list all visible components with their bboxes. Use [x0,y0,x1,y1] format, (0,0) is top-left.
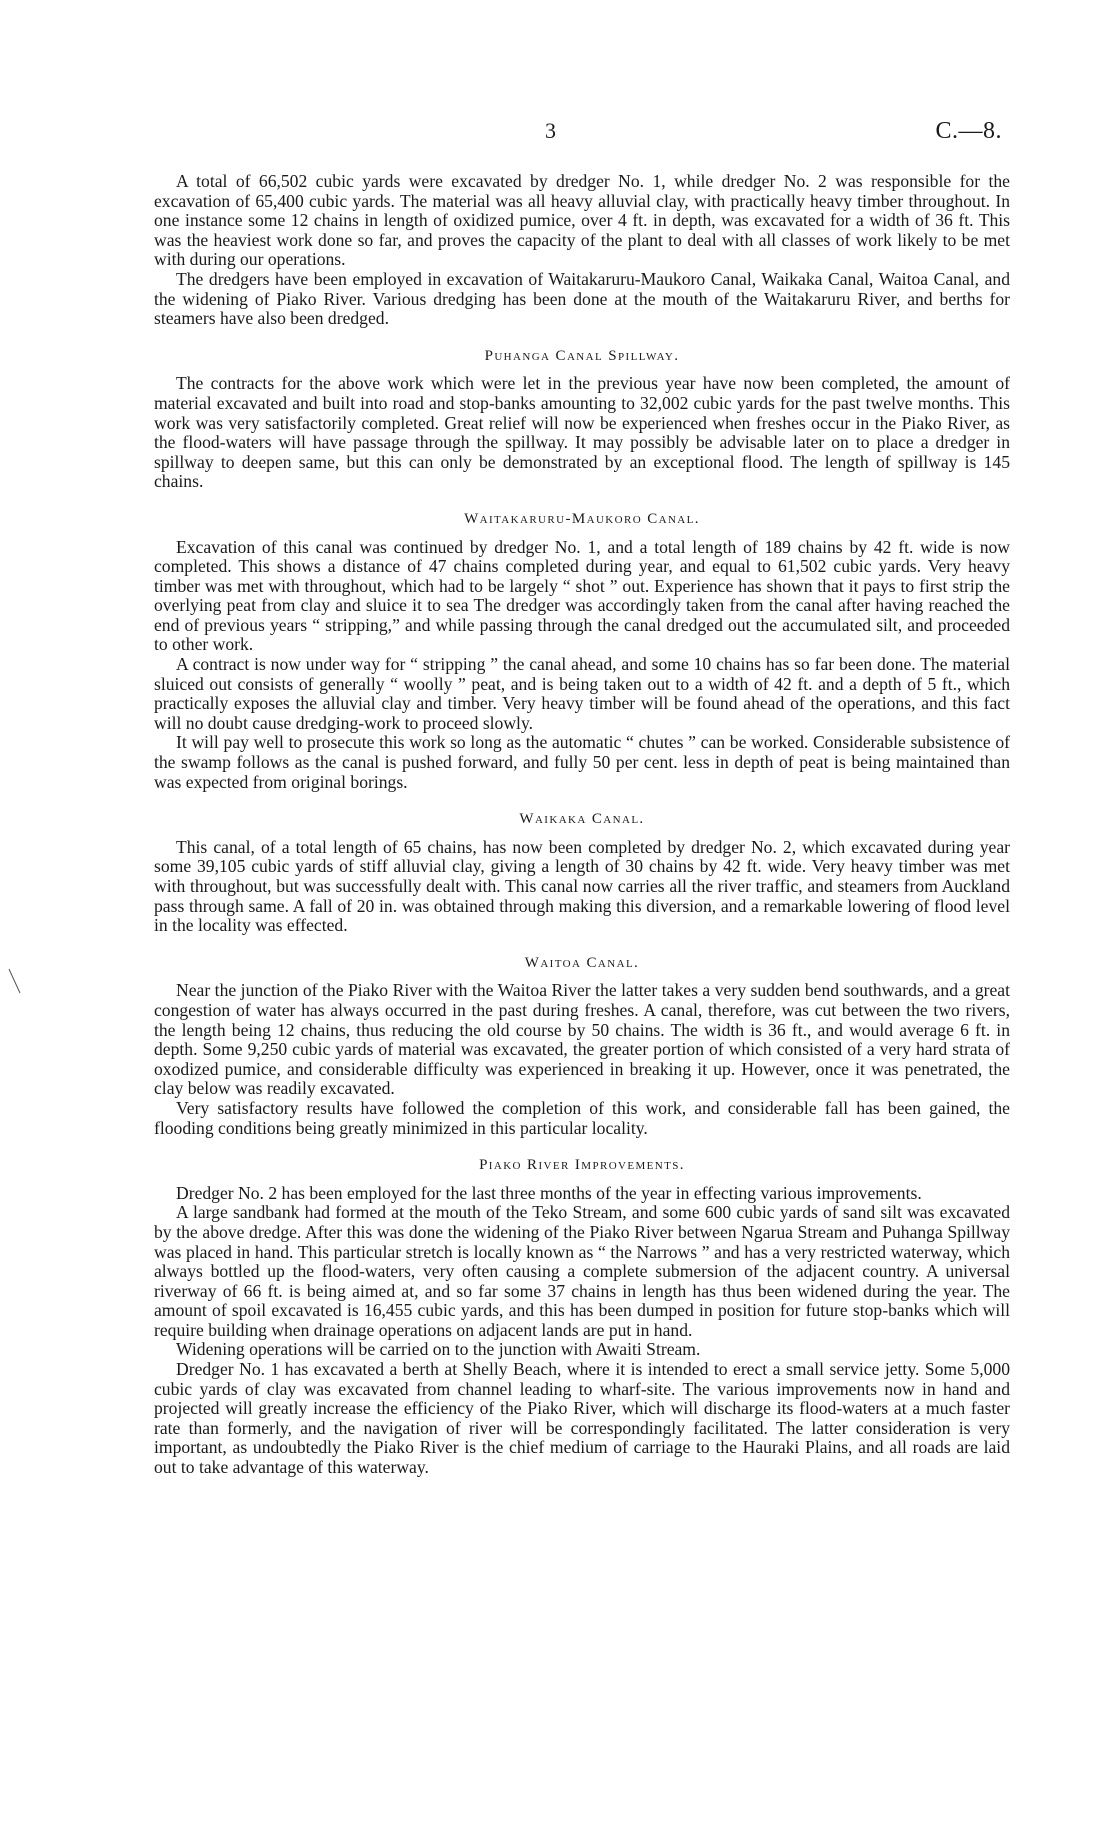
section-waitoa-canal [154,954,1010,1138]
paragraph: Near the junction of the Piako River with the Waitoa River the latter takes a very sudden bend southwards, and a great congestion of water has always occurred in the past during freshes. A canal, therefore, was cut between the two rivers, the length being 12 chains, thus reducing the old course by 50 chains. The width is 36 ft., and would average 6 ft. in depth. Some 9,250 cubic yards of material was excavated, the greater portion of which consisted of a very hard strata of oxodized pumice, and considerable difficulty was experienced in breaking it up. However, once it was penetrated, the clay below was readily excavated. [154,980,1010,1099]
document-reference: C.—8. [935,118,1002,144]
section-heading: Piako River Improvements. [479,1157,685,1174]
paragraph: Dredger No. 2 has been employed for the last three months of the year in effecting various improvements. [176,1182,922,1203]
section-puhanga-canal-spillway [154,347,1010,492]
section-piako-river-improvements [154,1156,1010,1478]
document-body [154,172,1010,1478]
section-heading: Waikaka Canal. [519,811,645,828]
margin-scratch-mark [8,968,22,994]
paragraph: This canal, of a total length of 65 chains, has now been completed by dredger No. 2, which excavated during year some 39,105 cubic yards of stiff alluvial clay, giving a length of 30 chains by 42 ft. wide. Very heavy timber was met with throughout, but was successfully dealt with. This canal now carries all the river traffic, and steamers from Auckland pass through same. A fall of 20 in. was obtained through making this diversion, and a remarkable lowering of flood level in the locality was effected. [154,836,1010,936]
paragraph: A large sandbank had formed at the mouth of the Teko Stream, and some 600 cubic yards of sand silt was excavated by the above dredge. After this was done the widening of the Piako River between Ngarua Stream and Puhanga Spillway was placed in hand. This particular stretch is locally known as “ the Narrows ” and has a very restricted waterway, which always bottled up the flood-waters, very often causing a complete submersion of the adjacent country. A universal riverway of 66 ft. is being aimed at, and so far some 37 chains in length has thus been widened during the year. The amount of spoil excavated is 16,455 cubic yards, and this has been dumped in position for future stop-banks which will require building when drainage operations on adjacent lands are put in hand. [154,1202,1010,1340]
paragraph: Dredger No. 1 has excavated a berth at Shelly Beach, where it is intended to erect a small service jetty. Some 5,000 cubic yards of clay was excavated from channel leading to wharf-site. The various improvements now in hand and projected will greatly increase the efficiency of the Piako River, which will discharge its flood-waters at a much faster rate than formerly, and the navigation of river will be correspondingly facilitated. The latter consideration is very important, as undoubtedly the Piako River is the chief medium of carriage to the Hauraki Plains, and all roads are laid out to take advantage of this waterway. [154,1359,1010,1478]
paragraph: A contract is now under way for “ stripping ” the canal ahead, and some 10 chains has so far been done. The material sluiced out consists of generally “ woolly ” peat, and is being taken out to a width of 42 ft. and a depth of 5 ft., which practically exposes the alluvial clay and timber. Very heavy timber will be found ahead of the operations, and this fact will no doubt cause dredging-work to proceed slowly. [154,654,1010,733]
section-intro [154,172,1010,329]
paragraph: The contracts for the above work which were let in the previous year have now been completed, the amount of material excavated and built into road and stop-banks amounting to 32,002 cubic yards for the past twelve months. This work was very satisfactorily completed. Great relief will now be experienced when freshes occur in the Piako River, as the flood-waters will have passage through the spillway. It may possibly be advisable later on to place a dredger in spillway to deepen same, but this can only be demonstrated by an exceptional flood. The length of spillway is 145 chains. [154,373,1010,492]
paragraph: A total of 66,502 cubic yards were excavated by dredger No. 1, while dredger No. 2 was responsible for the excavation of 65,400 cubic yards. The material was all heavy alluvial clay, with practically heavy timber throughout. In one instance some 12 chains in length of oxidized pumice, over 4 ft. in depth, was excavated for a width of 36 ft. This was the heaviest work done so far, and proves the capacity of the plant to deal with all classes of work likely to be met with during our operations. [154,171,1010,270]
paragraph: The dredgers have been employed in excavation of Waitakaruru-Maukoro Canal, Waikaka Canal, Waitoa Canal, and the widening of Piako River. Various dredging has been done at the mouth of the Waitakaruru River, and berths for steamers have also been dredged. [154,268,1010,329]
paragraph: Excavation of this canal was continued by dredger No. 1, and a total length of 189 chains by 42 ft. wide is now completed. This shows a distance of 47 chains completed during year, and equal to 61,502 cubic yards. Very heavy timber was met with throughout, which had to be largely “ shot ” out. Experience has shown that it pays to first strip the overlying peat from clay and sluice it to sea The dredger was accordingly taken from the canal after having reached the end of previous years “ stripping,” and while passing through the canal dredged out the accumulated silt, and proceeded to other work. [154,536,1010,655]
paragraph: It will pay well to prosecute this work so long as the automatic “ chutes ” can be worked. Considerable subsistence of the swamp follows as the canal is pushed forward, and fully 50 per cent. less in depth of peat is being maintained than was expected from original borings. [154,732,1010,792]
page-number: 3 [545,118,556,143]
section-waitakaruru-maukoro-canal [154,510,1010,792]
section-heading: Waitakaruru-Maukoro Canal. [464,510,700,527]
section-heading: Waitoa Canal. [524,954,640,971]
paragraph: Widening operations will be carried on to the junction with Awaiti Stream. [176,1339,701,1360]
section-waikaka-canal [154,810,1010,936]
section-heading: Puhanga Canal Spillway. [484,347,680,364]
paragraph: Very satisfactory results have followed the completion of this work, and considerable fall has been gained, the flooding conditions being greatly minimized in this particular locality. [154,1097,1010,1138]
